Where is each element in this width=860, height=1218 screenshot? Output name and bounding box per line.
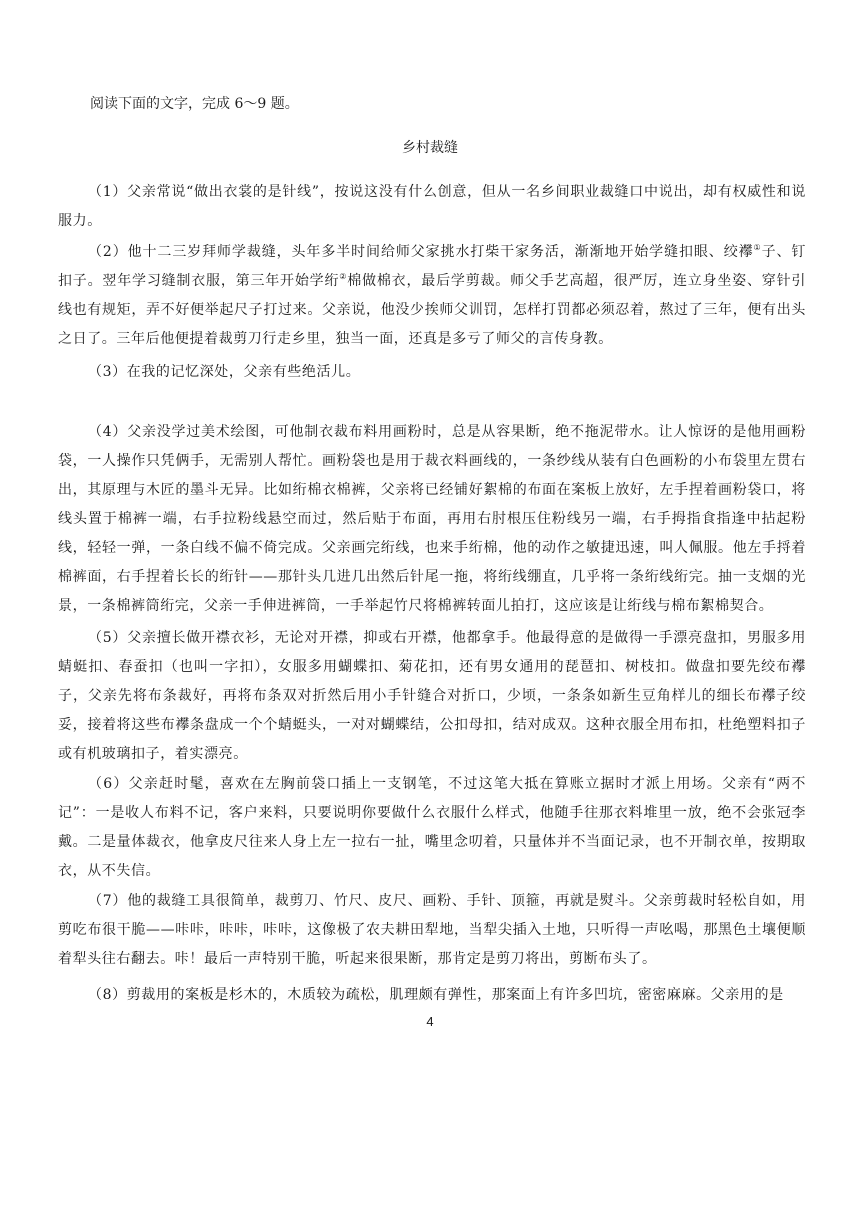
paragraph-1: （1）父亲常说“做出衣裳的是针线”，按说这没有什么创意，但从一名乡间职业裁缝口中说出，却有权威性和说服力。 [58,184,806,229]
question-instruction: 阅读下面的文字，完成 6～9 题。 [90,96,299,112]
paragraph-2 [58,238,806,354]
paragraph-2-part-a: （2）他十二三岁拜师学裁缝，头年多半时间给师父家挑水打柴干家务活，渐渐地开始学缝扣眼、绞襻 [88,244,754,260]
paragraph-4: （4）父亲没学过美术绘图，可他制衣裁布料用画粉时，总是从容果断，绝不拖泥带水。让人惊讶的是他用画粉袋，一人操作只凭俩手，无需别人帮忙。画粉袋也是用于裁衣料画线的，一条纱线从装有白色画粉的小布袋里左贯右出，其原理与木匠的墨斗无异。比如绗棉衣棉裤，父亲将已经铺好絮棉的布面在案板上放好，左手捏着画粉袋口，将线头置于棉裤一端，右手拉粉线悬空而过，然后贴于布面，再用右肘根压住粉线另一端，右手拇指食指逢中拈起粉线，轻轻一弹，一条白线不偏不倚完成。父亲画完绗线，也来手绗棉，他的动作之敏捷迅速，叫人佩服。他左手捋着棉裤面，右手捏着长长的绗针——那针头几进几出然后针尾一拖，将绗线绷直，几乎将一条绗线绗完。抽一支烟的光景，一条棉裤筒绗完，父亲一手伸进裤筒，一手举起竹尺将棉裤转面儿拍打，这应该是让绗线与棉布絮棉契合。 [58,424,806,614]
paragraph-2-part-b: 子、钉扣子。翌年学习缝制衣服，第三年开始学绗 [58,244,806,289]
paragraph-6: （6）父亲赶时髦，喜欢在左胸前袋口插上一支钢笔，不过这笔大抵在算账立据时才派上用场。父亲有“两不记”：一是收人布料不记，客户来料，只要说明你要做什么衣服什么样式，他随手往那衣料堆里一放，绝不会张冠李戴。二是量体裁衣，他拿皮尺往来人身上左一拉右一扯，嘴里念叨着，只量体并不当面记录，也不开制衣单，按期取衣，从不失信。 [58,776,806,879]
paragraph-7: （7）他的裁缝工具很简单，裁剪刀、竹尺、皮尺、画粉、手针、顶箍，再就是熨斗。父亲剪裁时轻松自如，用剪吃布很干脆——咔咔，咔咔，咔咔，这像极了农夫耕田犁地，当犁尖插入土地，只听得一声吆喝，那黑色土壤便顺着犁头往右翻去。咔！最后一声特别干脆，听起来很果断，那肯定是剪刀将出，剪断布头了。 [58,893,806,967]
paragraph-8: （8）剪裁用的案板是杉木的，木质较为疏松，肌理颇有弹性，那案面上有许多凹坑，密密麻麻。父亲用的是 [88,987,784,1003]
footnote-marker-1: ① [753,243,762,252]
paragraph-3: （3）在我的记忆深处，父亲有些绝活儿。 [88,364,361,380]
footnote-marker-2: ② [339,272,348,281]
page-number: 4 [426,1014,434,1029]
paragraph-2-part-c: 棉做棉衣，最后学剪裁。师父手艺高超，很严厉，连立身坐姿、穿针引线也有规矩，弄不好便举起尺子打过来。父亲说，他没少挨师父训罚，怎样打罚都必须忍着，熬过了三年，便有出头之日了。三年后他便提着裁剪刀行走乡里，独当一面，还真是多亏了师父的言传身教。 [58,273,806,347]
paragraph-5: （5）父亲擅长做开襟衣衫，无论对开襟，抑或右开襟，他都拿手。他最得意的是做得一手漂亮盘扣，男服多用蜻蜓扣、春蚕扣（也叫一字扣），女服多用蝴蝶扣、菊花扣，还有男女通用的琵琶扣、树枝扣。做盘扣要先绞布襻子，父亲先将布条裁好，再将布条双对折然后用小手针缝合对折口，少顷，一条条如新生豆角样儿的细长布襻子绞妥，接着将这些布襻条盘成一个个蜻蜓头，一对对蝴蝶结，公扣母扣，结对成双。这种衣服全用布扣，杜绝塑料扣子或有机玻璃扣子，着实漂亮。 [58,630,806,762]
article-title: 乡村裁缝 [402,140,458,156]
